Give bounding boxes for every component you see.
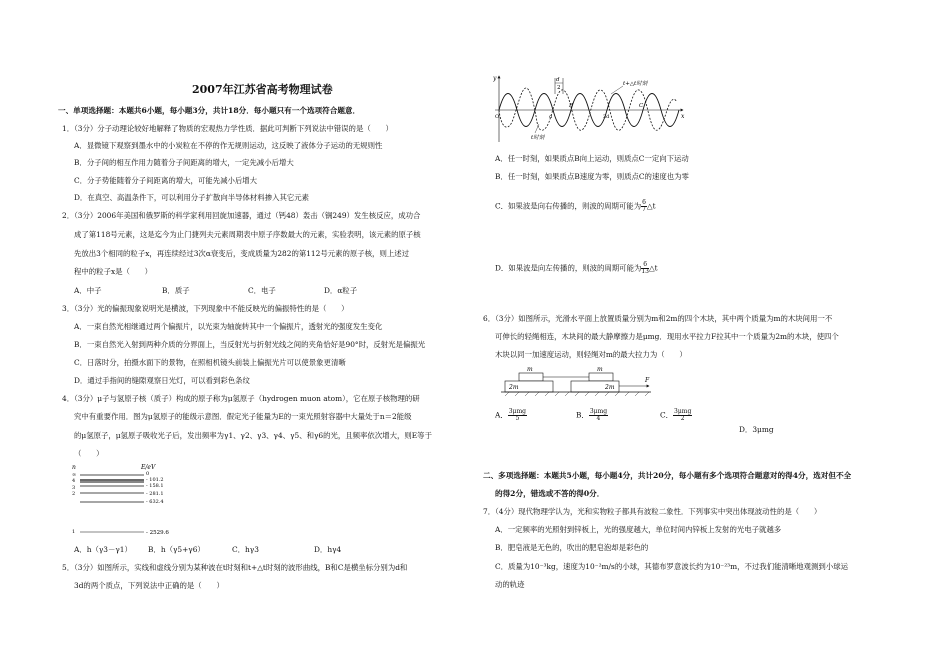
frac-den: 13 (641, 268, 649, 275)
block-2m-right-label: 2m (605, 384, 615, 391)
q1-option-c: C．分子势能随着分子间距离的增大，可能先减小后增大 (74, 176, 258, 185)
frac-num: 6 (642, 199, 646, 206)
q2-line-2: 成了第118号元素，这是迄今为止门捷列夫元素周期表中原子序数最大的元素，实验表明，该元素的原子核 (74, 230, 421, 239)
section-1-heading: 一、单项选择题：本题共6小题，每小题3分，共计18分．每小题只有一个选项符合题意． (58, 106, 361, 115)
level-e-2: - 281.1 (146, 491, 164, 497)
wave-point-c: C (639, 103, 644, 109)
frac-num: 3μmg (589, 408, 608, 415)
level-e-extra: - 632.4 (146, 499, 164, 505)
q5-option-d-fraction (641, 262, 649, 275)
block-2m-left-label: 2m (509, 384, 519, 391)
block-m-left-label: m (527, 366, 533, 373)
q7-option-c-line-1: C．质量为10⁻³kg，速度为10⁻²m/s的小球，其德布罗意波长约为10⁻²³m，不过我们能清晰地观测到小球运 (495, 562, 848, 571)
wave-figure (493, 72, 693, 144)
q6-option-c (660, 409, 692, 422)
wave-tick-3d: 3d (603, 114, 610, 120)
level-n-1: 1 (72, 529, 76, 535)
wave-y-label: y (493, 75, 497, 82)
wave-half-label: 2 (557, 85, 561, 91)
q6-option-c-label: C． (660, 410, 674, 420)
wave-x-label: x (681, 113, 685, 120)
q4-line-4: （ ） (74, 449, 104, 458)
frac-num: 3μmg (508, 408, 526, 415)
q6-option-b (576, 409, 608, 422)
energy-level-diagram (72, 462, 192, 538)
q5-option-c-text: C．如果波是向右传播的，则波的周期可能为 (495, 201, 642, 211)
section-2-heading-line-2: 的得2分，错选或不答的得0分． (495, 489, 605, 498)
level-e-1: - 2529.6 (146, 530, 169, 536)
q7-option-a: A．一定频率的光照射到锌板上，光的强度越大，单位时间内锌板上发射的光电子就越多 (495, 525, 782, 534)
q4-line-1: 4．（3分）μ子与氢原子核（质子）构成的原子称为μ氢原子（hydrogen muon atom），它在原子核物理的研 (62, 394, 420, 403)
q5-option-d (495, 262, 658, 275)
frac-num: 6 (643, 261, 648, 268)
q4-option-a: A．h（γ3－γ1） (74, 545, 132, 554)
q6-option-a-label: A． (495, 410, 508, 420)
q6-line-1: 6．（3分）如图所示，光滑水平面上放置质量分别为m和2m的四个木块，其中两个质量为m的木块间用一不 (483, 314, 833, 323)
q4-option-d: D．hγ4 (314, 545, 342, 554)
block-m-right-label: m (597, 366, 603, 373)
q5-option-a: A．任一时刻，如果质点B向上运动，则质点C一定向下运动 (495, 154, 689, 163)
q2-line-3: 先放出3个相同的粒子x，再连续经过3次α衰变后，变成质量为282的第112号元素的原子核，则上述过 (74, 249, 410, 258)
q6-option-b-fraction (589, 409, 608, 422)
q4-line-3: 的μ氢原子，μ氢原子吸收光子后，发出频率为γ1、γ2、γ3、γ4、γ5、和γ6的光，且频率依次增大，则E等于 (74, 431, 432, 440)
frac-num: 3μmg (674, 408, 692, 415)
wave-t-label: t时刻 (531, 135, 545, 141)
page-title: 2007年江苏省高考物理试卷 (192, 83, 333, 96)
frac-den: 4 (596, 415, 601, 422)
diagram-e-header: E/eV (141, 464, 156, 471)
q6-option-b-label: B． (576, 410, 589, 420)
q6-line-2: 可伸长的轻绳相连，木块间的最大静摩擦力是μmg．现用水平拉力F拉其中一个质量为2m的木块，使四个 (495, 332, 839, 341)
q3-stem: 3．（3分）光的偏振现象说明光是横波，下列现象中不能反映光的偏振特性的是（ ） (62, 304, 349, 313)
q6-option-d: D．3μmg (739, 425, 774, 434)
q6-line-3: 木块以同一加速度运动，则轻绳对m的最大拉力为（ ） (495, 350, 687, 359)
q3-option-a: A．一束自然光相继通过两个偏振片，以光束为轴旋转其中一个偏振片，透射光的强度发生变化 (74, 322, 383, 331)
q5-option-c-tail: △t (646, 201, 656, 211)
wave-d-label: d (556, 77, 560, 83)
level-e-3: - 158.1 (146, 483, 164, 489)
q2-option-d: D．α粒子 (324, 286, 358, 295)
level-n-3: 3 (72, 485, 76, 491)
frac-den: 5 (515, 415, 520, 422)
section-2-heading-line-1: 二、多项选择题：本题共5小题，每小题4分，共计20分，每小题有多个选项符合题意对的得4分，选对但不全 (483, 471, 852, 480)
force-f-label: F (645, 377, 650, 384)
q5-option-b: B．任一时刻，如果质点B速度为零，则质点C的速度也为零 (495, 172, 689, 181)
q7-option-c-line-2: 动的轨迹 (495, 580, 525, 589)
q3-option-d: D．通过手指间的缝隙观察日光灯，可以看到彩色条纹 (74, 376, 250, 385)
frac-den: 2 (680, 415, 685, 422)
q2-option-b: B．质子 (162, 286, 190, 295)
q1-option-b: B．分子间的相互作用力随着分子间距离的增大，一定先减小后增大 (74, 158, 294, 167)
wave-point-b: B (569, 103, 574, 109)
blocks-figure (501, 362, 661, 398)
q2-option-a: A．中子 (74, 286, 102, 295)
q4-option-b: B．h（γ5+γ6） (148, 545, 205, 554)
q7-stem: 7．（4分）现代物理学认为，光和实物粒子都具有波粒二象性．下列事实中突出体现波动性的是（ ） (483, 507, 822, 516)
q5-option-c (495, 200, 656, 213)
level-n-4: 4 (72, 478, 76, 484)
wave-tick-d: d (549, 114, 553, 120)
frac-den: 7 (642, 206, 646, 213)
q6-option-a-fraction (508, 409, 527, 422)
level-e-inf: 0 (146, 471, 150, 477)
level-n-inf: ∞ (72, 472, 77, 478)
q6-option-a (495, 409, 527, 422)
diagram-n-header: n (72, 464, 76, 471)
q4-option-c: C．hγ3 (232, 545, 259, 554)
q2-line-4: 程中的粒子x是（ ） (74, 267, 153, 276)
q7-option-b: B．肥皂液是无色的，吹出的肥皂泡却是彩色的 (495, 543, 649, 552)
q1-option-a: A．显微镜下观察到墨水中的小炭粒在不停的作无规则运动，这反映了液体分子运动的无规则性 (74, 141, 383, 150)
level-n-2: 2 (72, 491, 76, 497)
q3-option-b: B．一束自然光入射到两种介质的分界面上，当反射光与折射光线之间的夹角恰好是90°时，反射光是偏振光 (74, 340, 426, 349)
q5-option-d-text: D．如果波是向左传播的，则波的周期可能为 (495, 263, 642, 273)
q2-option-c: C．电子 (248, 286, 276, 295)
level-e-4: - 101.2 (146, 477, 164, 483)
wave-tdt-label: t+△t时刻 (623, 81, 648, 87)
q1-stem: 1．（3分）分子动理论较好地解释了物质的宏观热力学性质．据此可判断下列说法中错误的是（ ） (62, 124, 393, 133)
q2-line-1: 2．（3分）2006年美国和俄罗斯的科学家利用回旋加速器，通过（钙48）轰击（锎249）发生核反应，成功合 (62, 211, 421, 220)
q5-line-2: 3d的两个质点，下列说法中正确的是（ ） (74, 581, 224, 590)
q5-line-1: 5．（3分）如图所示，实线和虚线分别为某种波在t时刻和t+△t时刻的波形曲线，B和C是横坐标分别为d和 (62, 563, 408, 572)
q3-option-c: C．日落时分，拍摄水面下的景物，在照相机镜头前装上偏振光片可以使景象更清晰 (74, 358, 346, 367)
q1-option-d: D．在真空、高温条件下，可以利用分子扩散向半导体材料掺入其它元素 (74, 193, 310, 202)
q5-option-d-tail: △t (649, 263, 658, 273)
q4-line-2: 究中有重要作用．图为μ氢原子的能级示意图．假定光子能量为E的一束光照射容器中大量处于n＝2能级 (74, 412, 412, 421)
q6-option-c-fraction (673, 409, 692, 422)
wave-origin: O (495, 114, 500, 120)
